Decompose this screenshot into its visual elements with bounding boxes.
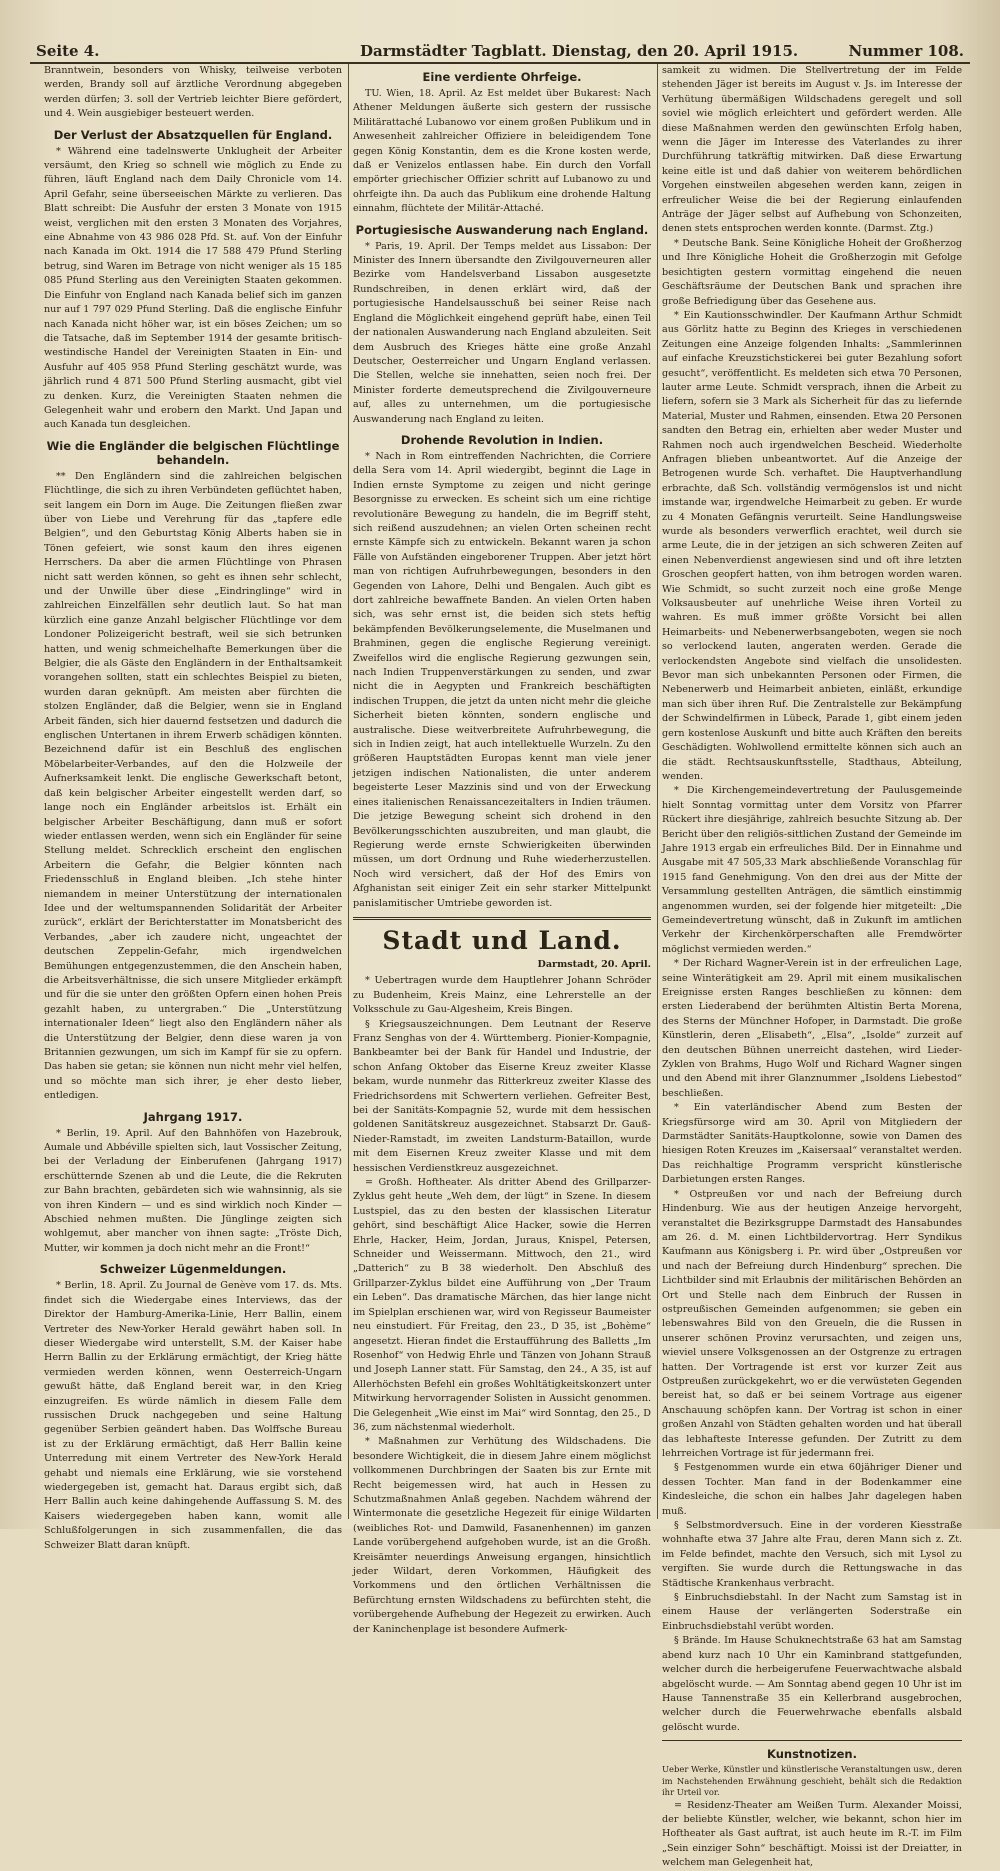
article-text: § Einbruchsdiebstahl. In der Nacht zum Samstag ist in einem Hause der verlängerten Soderstraße ein Einbruchsdiebstahl verübt worden. — [662, 1592, 962, 1632]
article-text: § Brände. Im Hause Schuknechtstraße 63 hat am Samstag abend kurz nach 10 Uhr ein Kaminbrand stattgefunden, welcher durch die herbeigerufene Feuerwachtwache alsbald abgelöscht wurde. — Am Sonntag abend gegen 10 Uhr ist im Hause Tannenstraße 35 ein Kellerbrand ausgebrochen, welcher durch die Feuerwehrwache ebenfalls alsbald gelöscht wurde. — [662, 1635, 962, 1733]
column-rule-1 — [348, 64, 349, 1519]
article-text: § Festgenommen wurde ein etwa 60jähriger Diener und dessen Tochter. Man fand in der Bodenkammer eine Kindesleiche, die schon ein halbes Jahr dagelegen haben muß. — [662, 1462, 962, 1517]
dateline: Darmstadt, 20. April. — [537, 958, 651, 970]
article-text: * Deutsche Bank. Seine Königliche Hoheit der Großherzog und Ihre Königliche Hoheit die Großherzogin mit Gefolge besichtigten gestern vormittag eingehend die neuen Geschäftsräume der Deutschen Bank und sprachen ihre große Befriedigung über das Gesehene aus. — [662, 237, 962, 307]
section-divider — [353, 917, 651, 920]
column-3 — [662, 64, 962, 1869]
page-number: Seite 4. — [36, 42, 100, 60]
headline-ohrfeige: Eine verdiente Ohrfeige. — [422, 70, 582, 84]
article-text: = Großh. Hoftheater. Als dritter Abend des Grillparzer-Zyklus geht heute „Weh dem, der lügt“ in Szene. In diesem Lustspiel, das zu den besten der klassischen Literatur gehört, sind beschäftigt Alice Hacker, sowie die Herren Ehrle, Hacker, Heim, Jordan, Juraus, Knispel, Petersen, Schneider und Weissermann. Mittwoch, den 21., wird „Datterich“ zu B 38 wiederholt. Den Abschluß des Grillparzer-Zyklus bildet eine Aufführung von „Der Traum ein Leben“. Das dramatische Märchen, das hier lange nicht im Spielplan erschienen war, wird von Regisseur Baumeister neu einstudiert. Für Freitag, den 23., D 35, ist „Bohème“ angesetzt. Hieran findet die Erstaufführung des Balletts „Im Rosenhof“ von Hedwig Ehrle und Tänzen von Johann Strauß und Joseph Lanner statt. Für Samstag, den 24., A 35, ist auf Allerhöchsten Befehl ein großes Wohltätigkeitskonzert unter Mitwirkung hervorragender Solisten in Aussicht genommen. Die Gelegenheit „Wie einst im Mai“ wird Sonntag, den 25., D 36, zum nächstenmal wiederholt. — [353, 1177, 651, 1433]
masthead — [30, 38, 970, 64]
article-text: * Ostpreußen vor und nach der Befreiung durch Hindenburg. Wie aus der heutigen Anzeige hervorgeht, veranstaltet die Bezirksgruppe Darmstadt des Hansabundes am 26. d. M. einen Lichtbildervortrag. Herr Syndikus Kaufmann aus Königsberg i. Pr. wird über „Ostpreußen vor und nach der Befreiung durch Hindenburg“ sprechen. Die Lichtbilder sind mit Erlaubnis der militärischen Behörden an Ort und Stelle nach dem Einbruch der Russen in ostpreußischen Gemeinden aufgenommen; sie geben ein lebenswahres Bild von den Greueln, die die Russen in unserer schönen Provinz verursachten, und zeigen uns, wieviel unsere Volksgenossen an der Ostgrenze zu ertragen hatten. Der Vortragende ist erst vor kurzer Zeit aus Ostpreußen zurückgekehrt, wo er die verwüsteten Gegenden bereist hat, so daß er bei seinem Vortrage aus eigener Anschauung schöpfen kann. Der Vortrag ist schon in einer großen Anzahl von Städten gehalten worden und hat überall das lebhafteste Interesse gefunden. Der Zutritt zu dem lehrreichen Vortrage ist für jedermann frei. — [662, 1188, 962, 1459]
headline-absatz: Der Verlust der Absatzquellen für England. — [53, 127, 333, 142]
article-text: * Während eine tadelnswerte Unklugheit der Arbeiter versäumt, den Krieg so schnell wie möglich zu Ende zu führen, läuft England nach dem Daily Chronicle vom 14. April Gefahr, seine überseeischen Märkte zu verlieren. Das Blatt schreibt: Die Ausfuhr der ersten 3 Monate von 1915 weist, verglichen mit den ersten 3 Monaten des Vorjahres, eine Abnahme von 43 986 028 Pfd. St. auf. Von der Einfuhr nach Kanada im Okt. 1914 die 17 588 479 Pfund Sterling betrug, sind Waren im Betrage von nicht weniger als 15 185 085 Pfund Sterling aus den Vereinigten Staaten gekommen. Die Einfuhr von England nach Kanada belief sich im ganzen nur auf 1 797 029 Pfund Sterling. Daß die englische Einfuhr nach Kanada nicht höher war, ist ein böses Zeichen; um so die Tatsache, daß im September 1914 der gesamte britisch-westindische Handel der Vereinigten Staaten in Ein- und Ausfuhr auf 405 958 Pfund Sterling geschätzt wurde, was jährlich rund 4 871 500 Pfund Sterling ausmacht, gibt viel zu denken. Kurz, die Vereinigten Staaten nehmen die Gelegenheit wahr und erobern den Markt. Und Japan und auch Kanada tun desgleichen. — [44, 145, 342, 431]
article-text: * Der Richard Wagner-Verein ist in der erfreulichen Lage, seine Winterätigkeit am 29. April mit einem musikalischen Ereignisse ersten Ranges beschließen zu können: dem ersten Liederabend der berühmten Altistin Berta Morena, des Sterns der Münchner Hofoper, in Darmstadt. Die große Künstlerin, deren „Elisabeth“, „Elsa“, „Isolde“ zurzeit auf den deutschen Bühnen unerreicht dastehen, wird Lieder-Zyklen von Brahms, Hugo Wolf und Richard Wagner singen und den Abend mit ihrer Glanznummer „Isoldens Liebestod“ beschließen. — [662, 958, 962, 1099]
headline-schweiz: Schweizer Lügenmeldungen. — [99, 1262, 287, 1277]
article-text: § Selbstmordversuch. Eine in der vorderen Kiesstraße wohnhafte etwa 37 Jahre alte Frau, deren Mann sich z. Zt. im Felde befindet, machte den Versuch, sich mit Lysol zu vergiften. Sie wurde durch die Rettungswache in das Städtische Krankenhaus verbracht. — [662, 1520, 962, 1589]
newspaper-title-date: Darmstädter Tagblatt. Dienstag, den 20. April 1915. — [360, 42, 799, 60]
column-rule-2 — [657, 64, 658, 1519]
headline-portugal: Portugiesische Auswanderung nach England. — [355, 222, 649, 237]
article-text: Branntwein, besonders von Whisky, teilweise verboten werden, Brandy soll auf ärztliche Verordnung abgegeben werden dürfen; 3. soll der Vertrieb leichter Biere gefördert, und 4. Wein ausgiebiger besteuert werden. — [44, 65, 342, 120]
article-text: ** Den Engländern sind die zahlreichen belgischen Flüchtlinge, die sich zu ihren Verbündeten geflüchtet haben, seit langem ein Dorn im Auge. Die Zeitungen fließen zwar über von Liebe und Verehrung für das „tapfere edle Belgien“, und den Geburtstag König Alberts haben sie in Tönen gefeiert, wie sonst kaum den ihres eigenen Herrschers. Da aber die armen Flüchtlinge von Phrasen nicht satt werden können, so geht es ihnen sehr schlecht, und der Unwille über diese „Eindringlinge“ wird in zahlreichen Einzelfällen sehr deutlich laut. So hat man kürzlich eine ganze Anzahl belgischer Flüchtlinge vor dem Londoner Polizeigericht bestraft, weil sie sich betrunken hatten, und wenig schmeichelhafte Bemerkungen über die Belgier, die als Gäste den Engländern in der Enthaltsamkeit vorangehen sollten, statt ein schlechtes Beispiel zu bieten, wurden daran geknüpft. Am meisten aber fürchten die stolzen Engländer, daß die Belgier, wenn sie in England Arbeit fänden, sich hier dauernd festsetzen und dadurch die englischen Untertanen in ihrem Erwerb schädigen könnten. Bezeichnend dafür ist ein Beschluß des englischen Möbelarbeiter-Verbandes, auf den die Holzweile der Aufnerksamkeit lenkt. Die englische Gewerkschaft betont, daß kein belgischer Arbeiter eingestellt werden darf, so lange noch ein Engländer arbeitslos ist. Erhält ein belgischer Arbeiter Beschäftigung, dann muß er sofort wieder entlassen werden, wenn sich ein Engländer für seine Stellung meldet. Schrecklich erscheint den englischen Arbeitern die Gefahr, die Belgier könnten nach Friedensschluß in England bleiben. „Ich stehe hinter niemandem in meiner Unterstützung der internationalen Idee und der weltumspannenden Solidarität der Arbeiter zurück“, erklärt der Berichterstatter im Monatsbericht des Verbandes, „aber ich zaudere nicht, ungeachtet der deutschen Zeppelin-Gefahr, mich irgendwelchen Bemühungen entgegenzustemmen, die den Anschein haben, die Arbeitsverhältnisse, die sich unsere Mitglieder erkämpft und für die sie unter den größten Opfern einen hohen Preis gezahlt haben, zu untergraben.“ Die „Unterstützung internationaler Ideen“ liegt also den Engländern näher als die Unterstützung der Belgier, denn diese waren ja von Britannien gezwungen, um sich im Kampf für sie zu opfern. Das haben sie getan; sie können nun nicht mehr viel helfen, und so möchte man sich ihrer, je eher desto lieber, entledigen. — [44, 470, 342, 1102]
article-text: § Kriegsauszeichnungen. Dem Leutnant der Reserve Franz Senghas von der 4. Württemberg. Pionier-Kompagnie, Bankbeamter bei der Bank für Handel und Industrie, der schon Anfang Oktober das Eiserne Kreuz zweiter Klasse bekam, wurde nunmehr das Ritterkreuz zweiter Klasse des Friedrichsordens mit Schwertern verliehen. Gefreiter Best, bei der Sanitäts-Kompagnie 52, wurde mit dem hessischen goldenen Sanitätskreuz ausgezeichnet. Stabsarzt Dr. Gauß-Nieder-Ramstadt, im zweiten Landsturm-Bataillon, wurde mit dem Eisernen Kreuz zweiter Klasse und mit dem hessischen Verdienstkreuz ausgezeichnet. — [353, 1018, 651, 1174]
column-2 — [353, 64, 651, 1635]
column-1 — [44, 64, 342, 1551]
article-text: * Berlin, 18. April. Zu Journal de Genève vom 17. ds. Mts. findet sich die Wiedergabe eines Interviews, das der Direktor der Hamburg-Amerika-Linie, Herr Ballin, einem Vertreter des New-Yorker Herald gewährt haben soll. In dieser Wiedergabe wird unterstellt, S.M. der Kaiser habe Herrn Ballin zu der Erklärung ermächtigt, der Krieg hätte vermieden werden können, wenn Oesterreich-Ungarn gewußt hätte, daß England bereit war, in den Krieg einzugreifen. Es würde nämlich in diesem Falle dem russischen Druck nachgegeben und seine Haltung gegenüber Serbien geändert haben. Das Wolffsche Bureau ist zu der Erklärung ermächtigt, daß Herr Ballin keine Unterredung mit einem Vertreter des New-York Herald gehabt und niemals eine Erklärung, wie sie vorstehend wiedergegeben ist, gemacht hat. Daraus ergibt sich, daß Herr Ballin auch keine dahingehende Auffassung S. M. des Kaisers wiedergegeben haben kann, womit alle Schlußfolgerungen in sich zusammenfallen, die das Schweizer Blatt daran knüpft. — [44, 1280, 342, 1551]
section-divider — [662, 1740, 962, 1741]
article-text: = Residenz-Theater am Weißen Turm. Alexander Moissi, der beliebte Künstler, welcher, wie bekannt, schon hier im Hoftheater als Gast auftrat, ist auch heute im R.-T. im Film „Sein einziger Sohn“ beschäftigt. Moissi ist der Dreiatter, in welchem man Gelegenheit hat, — [662, 1799, 962, 1869]
issue-number: Nummer 108. — [848, 42, 964, 60]
article-text: samkeit zu widmen. Die Stellvertretung der im Felde stehenden Jäger ist bereits im August v. Js. im Interesse der Verhütung übermäßigen Wildschadens geregelt und soll soviel wie möglich erleichtert und gefördert werden. Alle diese Maßnahmen werden den gewünschten Erfolg haben, wenn die Jäger im Interesse des Vaterlandes zu ihrer Durchführung tatkräftig mitwirken. Daß diese Erwartung keine eitle ist und daß dahier von weiterem behördlichen Vorgehen einstweilen abgesehen werden kann, zeigen in erfreulicher Weise die bei der Regierung einlaufenden Anträge der Jäger selbst auf Aufhebung von Schonzeiten, denen stets entsprochen werden konnte. (Darmst. Ztg.) — [662, 65, 962, 235]
editorial-note: Ueber Werke, Künstler und künstlerische Veranstaltungen usw., deren im Nachstehenden Erwähnung geschieht, behält sich die Redaktion ihr Urteil vor. — [662, 1764, 962, 1798]
article-text: * Ein Kautionsschwindler. Der Kaufmann Arthur Schmidt aus Görlitz hatte zu Beginn des Krieges in verschiedenen Zeitungen eine Anzeige folgenden Inhalts: „Sammlerinnen auf einfache Kreuzstichstickerei bei guter Bezahlung sofort gesucht“, veröffentlicht. Es meldeten sich etwa 70 Personen, lauter arme Leute. Schmidt versprach, ihnen die Arbeit zu liefern, sofern sie 3 Mark als Sicherheit für das zu liefernde Material, Muster und Rahmen, einsenden. Etwa 20 Personen sandten den Betrag ein, erhielten aber weder Muster und Rahmen noch auch irgendwelchen Bescheid. Wiederholte Anfragen blieben unbeantwortet. Auf die Anzeige der Betrogenen wurde Sch. verhaftet. Die Hauptverhandlung erbrachte, daß Sch. vollständig vermögenslos ist und nicht imstande war, irgendwelche Heimarbeit zu geben. Er wurde zu 4 Monaten Gefängnis verurteilt. Seine Handlungsweise wurde als besonders verwerflich erachtet, weil durch sie arme Leute, die in der jetzigen an sich schweren Zeiten auf einen Nebenverdienst angewiesen sind und oft ihre letzten Groschen geopfert hatten, von ihm betrogen worden waren. Wie Schmidt, so sucht zurzeit noch eine große Menge Volksausbeuter auf unehrliche Weise ihren Vorteil zu wahren. Es muß immer größte Vorsicht bei allen Heimarbeits- und Nebenerwerbsangeboten, wegen sie noch so verlockend lauten, angeraten werden. Gerade die verlockendsten Angebote sind vielfach die unsolidesten. Bevor man sich unbekannten Personen oder Firmen, die Nebenerwerb und Heimarbeit anbieten, einläßt, erkundige man sich über ihren Ruf. Die Zentralstelle zur Bekämpfung der Schwindelfirmen in Lübeck, Parade 1, gibt einem jeden gern kostenlose Auskunft und bitte auch Kräften den bereits Geschädigten. Wohlwollend ermittelte können sich auch an die städt. Rechtsauskunftsstelle, Stadthaus, Abteilung, wenden. — [662, 309, 962, 782]
headline-indien: Drohende Revolution in Indien. — [400, 432, 604, 447]
headline-fluechtlinge: Wie die Engländer die belgischen Flüchtlinge behandeln. — [46, 438, 340, 467]
article-text: TU. Wien, 18. April. Az Est meldet über Bukarest: Nach Athener Meldungen äußerte sich gestern der russische Militärattaché Lubanowo vor einem großen Publikum und in Anwesenheit zahlreicher Offiziere in beleidigendem Tone gegen König Konstantin, dem es die Krone kosten werde, daß er Venizelos entlassen habe. Ein durch den Vorfall empörter griechischer Offizier schritt auf Lubanowo zu und ohrfeigte ihn. Da auch das Publikum eine drohende Haltung einnahm, flüchtete der Militär-Attaché. — [353, 88, 651, 215]
headline-kunstnotizen: Kunstnotizen. — [766, 1747, 857, 1762]
headline-jahrgang: Jahrgang 1917. — [143, 1109, 243, 1124]
article-text: * Paris, 19. April. Der Temps meldet aus Lissabon: Der Minister des Innern übersandte den Zivilgouverneuren aller Bezirke vom Handelsverband Lissabon ausgesetzte Rundschreiben, in denen erklärt wird, daß der portugiesische Handelsausschuß bei seiner Reise nach England die Möglichkeit eingehend geprüft habe, einen Teil der nationalen Auswanderung nach England abzuleiten. Seit dem Ausbruch des Krieges hätte eine große Anzahl Deutscher, Oesterreicher und Ungarn England verlassen. Die Stellen, welche sie innehatten, seien noch frei. Der Minister forderte demeutsprechend die Zivilgouverneure auf, alles zu unternehmen, um die portugiesische Auswanderung nach England zu leiten. — [353, 240, 651, 425]
article-text: * Uebertragen wurde dem Hauptlehrer Johann Schröder zu Budenheim, Kreis Mainz, eine Lehrerstelle an der Volksschule zu Gau-Algesheim, Kreis Bingen. — [353, 975, 651, 1016]
article-text: * Maßnahmen zur Verhütung des Wildschadens. Die besondere Wichtigkeit, die in diesem Jahre einem möglichst vollkommenen Durchbringen der Saaten bis zur Ernte mit Recht beigemessen wird, hat auch in Hessen zu Schutzmaßnahmen Anlaß gegeben. Nachdem während der Wintermonate die gesetzliche Hegezeit für einige Wildarten (weibliches Rot- und Damwild, Fasanenhennen) im ganzen Lande vorübergehend aufgehoben wurde, ist an die Großh. Kreisämter neuerdings Anweisung ergangen, hinsichtlich jeder Wildart, deren Vorkommen, Häufigkeit des Vorkommens und den örtlichen Verhältnissen die Befürchtung ernsten Wildschadens zu befürchten steht, die vorübergehende Aufhebung der Hegezeit zu erwirken. Auch der Kaninchenplage ist besondere Aufmerk- — [353, 1436, 651, 1635]
article-text: * Berlin, 19. April. Auf den Bahnhöfen von Hazebrouk, Aumale und Abbéville spielten sich, laut Vossischer Zeitung, bei der Verladung der Einberufenen (Jahrgang 1917) erschütternde Szenen ab und die Leute, die die Rekruten zur Bahn brachten, gebärdeten sich wie wahnsinnig, als sie von ihren Kindern — und es sind wirklich noch Kinder — Abschied nehmen mußten. Die Jünglinge zeigten sich wohlgemut, aber mancher von ihnen sagte: „Tröste Dich, Mutter, wir kommen ja doch nicht mehr an die Front!“ — [44, 1127, 342, 1254]
article-text: * Die Kirchengemeindevertretung der Paulusgemeinde hielt Sonntag vormittag unter dem Vorsitz von Pfarrer Rückert ihre diesjährige, zahlreich besuchte Sitzung ab. Der Bericht über den religiös-sittlichen Zustand der Gemeinde im Jahre 1913 ergab ein erfreuliches Bild. Der in Einnahme und Ausgabe mit 47 505,33 Mark abschließende Voranschlag für 1915 fand Genehmigung. Von den drei aus der Mitte der Versammlung gestellten Anträgen, die sämtlich einstimmig angenommen wurden, sei der folgende hier mitgeteilt: „Die Gemeindevertretung wünscht, daß in Zukunft im amtlichen Verkehr der Kirchenkörperschaften alle Fremdwörter möglichst vermieden werden.“ — [662, 785, 962, 955]
section-title-stadt-und-land: Stadt und Land. — [382, 925, 622, 955]
article-text: * Nach in Rom eintreffenden Nachrichten, die Corriere della Sera vom 14. April wiedergibt, beginnt die Lage in Indien ernste Symptome zu zeigen und nicht geringe Besorgnisse zu erwecken. Es scheint sich um eine richtige revolutionäre Bewegung zu handeln, die im Begriff steht, sich reißend auszudehnen; an vielen Orten scheinen recht ernste Kämpfe sich zu entwickeln. Bekannt waren ja schon Fälle von Aufständen eingeborener Truppen. Aber jetzt hört man von richtigen Aufruhrbewegungen, besonders in den Gegenden von Lahore, Delhi und Bengalen. Auch gibt es dort zahlreiche bewaffnete Banden. An vielen Orten haben sich, was sehr ernst ist, die beiden sich stets heftig bekämpfenden Bevölkerungselemente, die Muselmanen und Brahminen, gegen die englische Regierung vereinigt. Zweifellos wird die englische Regierung gezwungen sein, nach Indien Truppenverstärkungen zu senden, und zwar nicht die in Aegypten und Frankreich beschäftigten indischen Truppen, die jetzt da unten nicht mehr die gleiche Sicherheit bieten könnten, sondern englische und australische. Diese weitverbreitete Aufruhrbewegung, die sich in Indien zeigt, hat auch intellektuelle Wurzeln. Zu den größeren Hauptstädten Europas kennt man viele jener jetzigen indischen Nationalisten, die unter anderem begeisterte Leser Mazzinis sind und von der Erweckung eines italienischen Renaissancezeitalters in Indien träumen. Die jetzige Bewegung scheint sich drohend in den Bevölkerungsschichten auszubreiten, und man glaubt, die Regierung werde ernste Schwierigkeiten überwinden müssen, um dort Ordnung und Ruhe wiederherzustellen. Noch wird versichert, daß der Hof des Emirs von Afghanistan seit einiger Zeit ein sehr starker Mittelpunkt panislamitischer Umtriebe geworden ist. — [353, 450, 651, 909]
article-text: * Ein vaterländischer Abend zum Besten der Kriegsfürsorge wird am 30. April von Mitgliedern der Darmstädter Sanitäts-Hauptkolonne, sowie von Damen des hiesigen Roten Kreuzes im „Kaisersaal“ veranstaltet werden. Das reichhaltige Programm verspricht künstlerische Darbietungen ersten Ranges. — [662, 1102, 962, 1186]
